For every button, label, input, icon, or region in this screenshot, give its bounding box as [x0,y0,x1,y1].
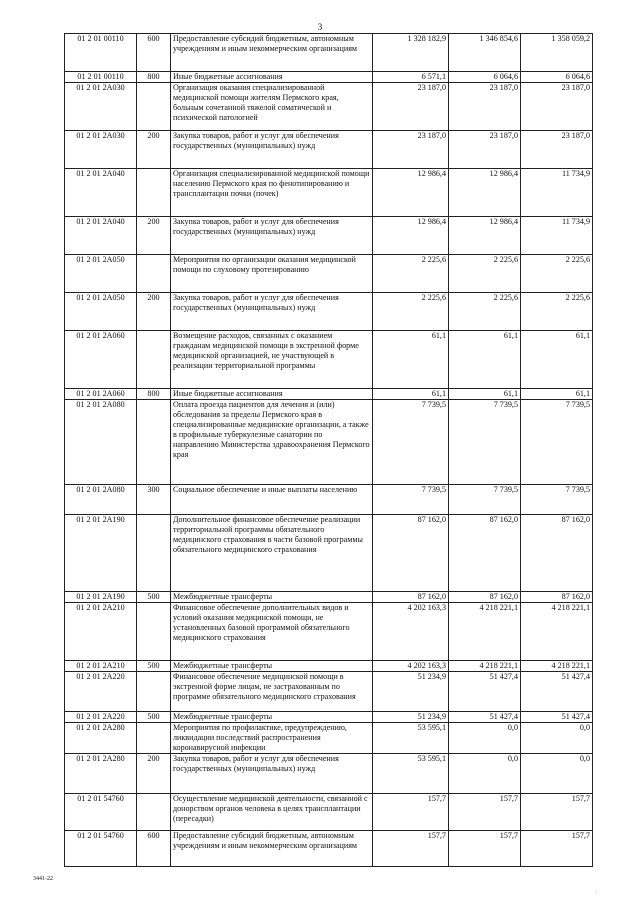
table-row [65,794,593,831]
cell-amount-year-2: 61,1 [449,331,521,389]
cell-amount-year-2: 4 218 221,1 [449,603,521,661]
cell-amount-year-2: 87 162,0 [449,515,521,592]
cell-amount-year-2: 0,0 [449,723,521,754]
cell-expense-type [137,794,171,831]
cell-amount-year-1: 53 595,1 [373,754,449,794]
cell-amount-year-1: 61,1 [373,389,449,400]
cell-expense-type: 500 [137,712,171,723]
cell-amount-year-1: 7 739,5 [373,400,449,485]
cell-amount-year-2: 1 346 854,6 [449,34,521,72]
cell-item-name: Предоставление субсидий бюджетным, автономным учреждениям и иным некоммерческим организациям [171,34,373,72]
cell-expense-type: 200 [137,217,171,255]
cell-expense-type [137,400,171,485]
cell-expense-type: 200 [137,293,171,331]
cell-expense-type [137,603,171,661]
cell-item-name: Иные бюджетные ассигнования [171,72,373,83]
cell-expense-type: 200 [137,131,171,169]
cell-expense-type [137,672,171,712]
cell-amount-year-1: 12 986,4 [373,217,449,255]
cell-amount-year-3: 0,0 [521,754,593,794]
table-row [65,217,593,255]
cell-amount-year-3: 61,1 [521,389,593,400]
cell-amount-year-1: 87 162,0 [373,592,449,603]
document-code: 3441-22 [33,876,53,882]
table-row [65,255,593,293]
cell-amount-year-2: 6 064,6 [449,72,521,83]
table-body [65,34,593,867]
cell-amount-year-1: 7 739,5 [373,485,449,515]
cell-amount-year-1: 23 187,0 [373,83,449,131]
cell-target-code: 01 2 01 2А030 [65,131,137,169]
cell-amount-year-1: 6 571,1 [373,72,449,83]
cell-expense-type [137,331,171,389]
cell-amount-year-2: 51 427,4 [449,672,521,712]
cell-target-code: 01 2 01 2А040 [65,217,137,255]
cell-amount-year-3: 61,1 [521,331,593,389]
cell-target-code: 01 2 01 2А190 [65,515,137,592]
cell-item-name: Закупка товаров, работ и услуг для обеспечения государственных (муниципальных) нужд [171,131,373,169]
cell-item-name: Межбюджетные трансферты [171,712,373,723]
budget-table [64,33,593,867]
cell-amount-year-3: 2 225,6 [521,293,593,331]
table-row [65,831,593,867]
cell-expense-type: 600 [137,831,171,867]
cell-amount-year-1: 51 234,9 [373,672,449,712]
cell-amount-year-3: 2 225,6 [521,255,593,293]
cell-amount-year-1: 12 986,4 [373,169,449,217]
cell-amount-year-2: 23 187,0 [449,131,521,169]
cell-amount-year-1: 51 234,9 [373,712,449,723]
table-row [65,34,593,72]
cell-expense-type: 300 [137,485,171,515]
cell-item-name: Финансовое обеспечение медицинской помощи в экстренной форме лицам, не застрахованным по программе обязательного медицинского страхования [171,672,373,712]
cell-item-name: Финансовое обеспечение дополнительных видов и условий оказания медицинской помощи, не установленных базовой программой обязательного медицинского страхования [171,603,373,661]
cell-amount-year-3: 4 218 221,1 [521,661,593,672]
table-row [65,712,593,723]
cell-expense-type: 600 [137,34,171,72]
cell-amount-year-3: 157,7 [521,831,593,867]
cell-target-code: 01 2 01 2А050 [65,255,137,293]
cell-amount-year-2: 7 739,5 [449,485,521,515]
cell-target-code: 01 2 01 00110 [65,34,137,72]
cell-expense-type [137,255,171,293]
cell-target-code: 01 2 01 2А220 [65,672,137,712]
cell-target-code: 01 2 01 00110 [65,72,137,83]
table-row [65,592,593,603]
cell-amount-year-3: 157,7 [521,794,593,831]
cell-expense-type: 800 [137,389,171,400]
scan-mark: . [596,889,598,895]
cell-amount-year-2: 157,7 [449,794,521,831]
cell-target-code: 01 2 01 2А220 [65,712,137,723]
cell-target-code: 01 2 01 2А280 [65,754,137,794]
cell-amount-year-1: 53 595,1 [373,723,449,754]
cell-expense-type: 500 [137,592,171,603]
cell-target-code: 01 2 01 2А080 [65,485,137,515]
cell-amount-year-1: 1 328 182,9 [373,34,449,72]
cell-amount-year-3: 87 162,0 [521,592,593,603]
table-row [65,672,593,712]
cell-item-name: Закупка товаров, работ и услуг для обеспечения государственных (муниципальных) нужд [171,217,373,255]
cell-target-code: 01 2 01 2А060 [65,389,137,400]
cell-expense-type [137,723,171,754]
cell-item-name: Мероприятия по организации оказания медицинской помощи по слуховому протезированию [171,255,373,293]
cell-amount-year-2: 7 739,5 [449,400,521,485]
cell-amount-year-2: 61,1 [449,389,521,400]
cell-amount-year-2: 87 162,0 [449,592,521,603]
cell-expense-type [137,515,171,592]
cell-amount-year-3: 11 734,9 [521,217,593,255]
cell-expense-type: 200 [137,754,171,794]
cell-target-code: 01 2 01 2А030 [65,83,137,131]
cell-target-code: 01 2 01 2А080 [65,400,137,485]
cell-item-name: Предоставление субсидий бюджетным, автономным учреждениям и иным некоммерческим организациям [171,831,373,867]
cell-amount-year-2: 12 986,4 [449,217,521,255]
cell-amount-year-1: 2 225,6 [373,255,449,293]
cell-amount-year-2: 51 427,4 [449,712,521,723]
table-row [65,83,593,131]
cell-amount-year-2: 0,0 [449,754,521,794]
cell-amount-year-3: 6 064,6 [521,72,593,83]
cell-amount-year-1: 2 225,6 [373,293,449,331]
cell-target-code: 01 2 01 2А210 [65,603,137,661]
cell-amount-year-1: 23 187,0 [373,131,449,169]
cell-amount-year-2: 12 986,4 [449,169,521,217]
cell-expense-type: 800 [137,72,171,83]
table-row [65,389,593,400]
table-row [65,331,593,389]
cell-amount-year-1: 61,1 [373,331,449,389]
cell-amount-year-2: 23 187,0 [449,83,521,131]
cell-target-code: 01 2 01 2А280 [65,723,137,754]
cell-item-name: Мероприятия по профилактике, предупреждению, ликвидации последствий распространения коронавирусной инфекции [171,723,373,754]
cell-amount-year-3: 1 358 059,2 [521,34,593,72]
cell-amount-year-3: 7 739,5 [521,485,593,515]
cell-amount-year-3: 4 218 221,1 [521,603,593,661]
cell-item-name: Иные бюджетные ассигнования [171,389,373,400]
cell-target-code: 01 2 01 2А040 [65,169,137,217]
table-row [65,661,593,672]
cell-amount-year-1: 4 202 163,3 [373,603,449,661]
cell-amount-year-2: 157,7 [449,831,521,867]
table-row [65,169,593,217]
cell-item-name: Организация специализированной медицинской помощи населению Пермского края по фенотипированию и трансплантации почки (почек) [171,169,373,217]
cell-item-name: Межбюджетные трансферты [171,661,373,672]
cell-target-code: 01 2 01 2А210 [65,661,137,672]
cell-amount-year-3: 23 187,0 [521,131,593,169]
cell-expense-type [137,83,171,131]
table-row [65,400,593,485]
table-row [65,754,593,794]
table-row [65,72,593,83]
cell-item-name: Закупка товаров, работ и услуг для обеспечения государственных (муниципальных) нужд [171,293,373,331]
cell-amount-year-3: 11 734,9 [521,169,593,217]
table-row [65,485,593,515]
cell-item-name: Оплата проезда пациентов для лечения и (или) обследования за пределы Пермского края в специализированные медицинские организации, а также в профильные туберкулезные санатории по направлению Министерства здравоохранения Пермского края [171,400,373,485]
cell-amount-year-3: 0,0 [521,723,593,754]
cell-item-name: Закупка товаров, работ и услуг для обеспечения государственных (муниципальных) нужд [171,754,373,794]
cell-target-code: 01 2 01 2А190 [65,592,137,603]
cell-amount-year-1: 87 162,0 [373,515,449,592]
cell-amount-year-2: 2 225,6 [449,293,521,331]
cell-amount-year-1: 157,7 [373,831,449,867]
table-row [65,515,593,592]
cell-item-name: Социальное обеспечение и иные выплаты населению [171,485,373,515]
table-row [65,603,593,661]
page-number: 3 [317,22,323,32]
table-row [65,723,593,754]
cell-target-code: 01 2 01 2А050 [65,293,137,331]
table-row [65,131,593,169]
cell-expense-type: 500 [137,661,171,672]
cell-expense-type [137,169,171,217]
cell-amount-year-3: 7 739,5 [521,400,593,485]
cell-target-code: 01 2 01 54760 [65,831,137,867]
cell-amount-year-2: 4 218 221,1 [449,661,521,672]
cell-target-code: 01 2 01 54760 [65,794,137,831]
cell-item-name: Организация оказания специализированной медицинской помощи жителям Пермского края, больным сочетанной тяжелой соматической и психической патологией [171,83,373,131]
cell-amount-year-1: 4 202 163,3 [373,661,449,672]
cell-item-name: Осуществление медицинской деятельности, связанной с донорством органов человека в целях трансплантации (пересадки) [171,794,373,831]
cell-target-code: 01 2 01 2А060 [65,331,137,389]
cell-amount-year-3: 87 162,0 [521,515,593,592]
table-row [65,293,593,331]
cell-amount-year-2: 2 225,6 [449,255,521,293]
cell-amount-year-1: 157,7 [373,794,449,831]
cell-item-name: Возмещение расходов, связанных с оказанием гражданам медицинской помощи в экстренной форме медицинской организацией, не участвующей в реализации территориальной программы [171,331,373,389]
cell-amount-year-3: 23 187,0 [521,83,593,131]
cell-item-name: Дополнительное финансовое обеспечение реализации территориальной программы обязательного медицинского страхования в части базовой программы обязательного медицинского страхования [171,515,373,592]
cell-item-name: Межбюджетные трансферты [171,592,373,603]
cell-amount-year-3: 51 427,4 [521,672,593,712]
cell-amount-year-3: 51 427,4 [521,712,593,723]
